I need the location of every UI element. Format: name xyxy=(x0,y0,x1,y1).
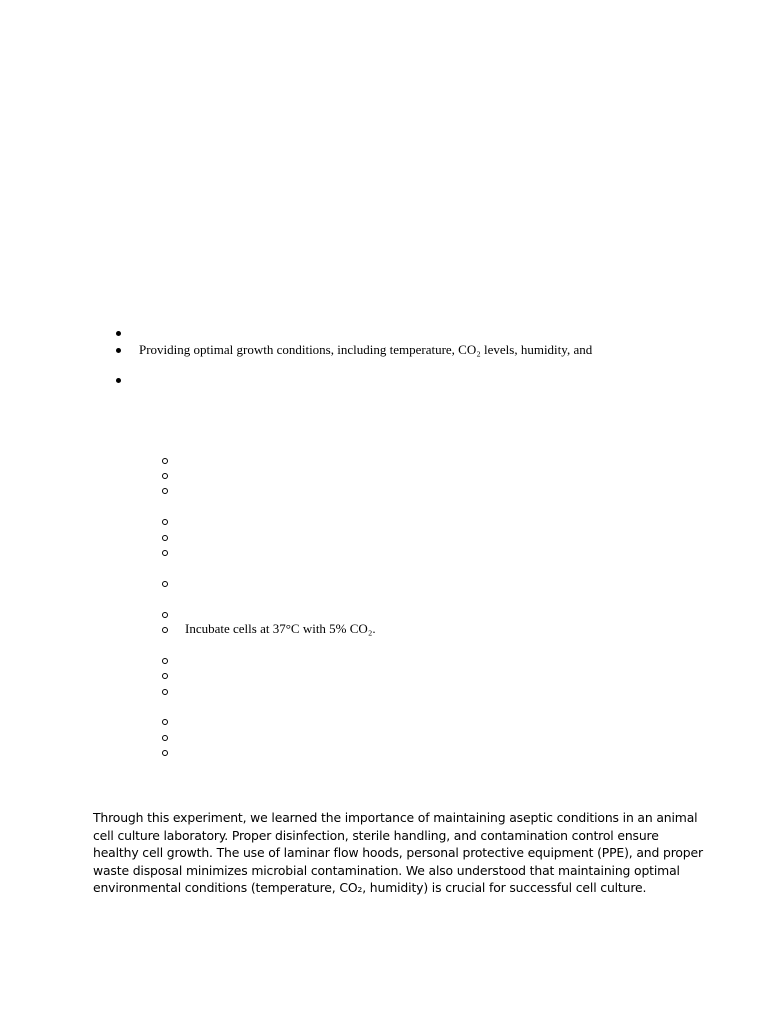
conclusion-paragraph xyxy=(93,809,703,897)
list-item-text: Providing optimal growth conditions, including temperature, CO₂ levels, humidity, and xyxy=(139,342,593,357)
sub-bullet-marker xyxy=(162,719,170,727)
conclusion-line: cell culture laboratory. Proper disinfection, sterile handling, and contamination control ensure xyxy=(93,827,659,843)
sub-list-item-text: Incubate cells at 37°C with 5% CO₂. xyxy=(185,621,376,636)
sub-bullet-marker xyxy=(162,689,170,697)
sub-bullet-marker xyxy=(162,627,170,635)
bullet-marker xyxy=(116,348,124,356)
conclusion-line: waste disposal minimizes microbial contamination. We also understood that maintaining optimal xyxy=(93,862,680,878)
bullet-marker xyxy=(116,331,124,339)
sub-bullet-marker xyxy=(162,581,170,589)
sub-bullet-marker xyxy=(162,612,170,620)
bullet-marker xyxy=(116,378,124,386)
sub-bullet-marker xyxy=(162,473,170,481)
sub-bullet-marker xyxy=(162,673,170,681)
sub-bullet-marker xyxy=(162,488,170,496)
sub-bullet-marker xyxy=(162,735,170,743)
sub-bullet-marker xyxy=(162,750,170,758)
conclusion-line: healthy cell growth. The use of laminar flow hoods, personal protective equipment (PPE), and proper xyxy=(93,845,703,861)
sub-bullet-marker xyxy=(162,519,170,527)
sub-bullet-marker xyxy=(162,550,170,558)
conclusion-line: environmental conditions (temperature, CO₂, humidity) is crucial for successful cell culture. xyxy=(93,880,647,896)
sub-bullet-marker xyxy=(162,658,170,666)
sub-bullet-marker xyxy=(162,535,170,543)
conclusion-line: Through this experiment, we learned the importance of maintaining aseptic conditions in an animal xyxy=(93,810,698,825)
sub-bullet-marker xyxy=(162,458,170,466)
